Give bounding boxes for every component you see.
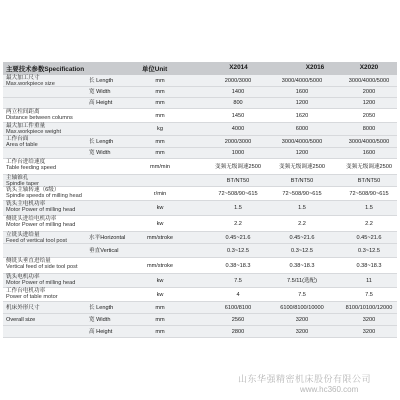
row-label-en: Area of table <box>6 142 38 148</box>
row-label-cn: 工作台面 <box>6 136 29 142</box>
row-value-x2014: 0.38~18.3 <box>225 263 251 269</box>
row-value-x2014: 4 <box>236 292 240 298</box>
table-row <box>3 258 397 274</box>
row-unit: mm <box>155 305 165 311</box>
row-value-x2016: 3200 <box>295 329 309 335</box>
row-value-x2014: 6100/8100 <box>224 305 252 311</box>
row-value-x2016: 1.5 <box>298 205 306 211</box>
row-label-cn: 两立柱间距离 <box>6 109 40 115</box>
row-sublabel: 高 Height <box>89 329 113 335</box>
table-row <box>3 244 397 258</box>
row-unit: kw <box>156 292 164 298</box>
row-value-x2020: 1600 <box>362 150 376 156</box>
row-unit: kg <box>157 126 163 132</box>
row-sublabel: 长 Length <box>89 139 114 145</box>
row-label-en: Feed of vertical tool post <box>6 238 67 244</box>
row-value-x2020: 2050 <box>362 113 376 119</box>
row-unit: mm <box>155 78 165 84</box>
row-value-x2014: 1450 <box>231 113 245 119</box>
row-value-x2014: 4000 <box>231 126 245 132</box>
table-row <box>3 159 397 175</box>
row-unit: mm <box>155 150 165 156</box>
row-unit: kw <box>156 221 164 227</box>
row-label-cn: 工作台进给速度 <box>6 159 46 165</box>
row-value-x2014: 2.2 <box>234 221 242 227</box>
row-sublabel: 长 Length <box>89 78 114 84</box>
row-sublabel: 宽 Width <box>89 150 111 156</box>
row-label-en: Power of table motor <box>6 294 58 300</box>
row-label-cn: 侧铣头垂直进给量 <box>6 258 51 264</box>
row-value-x2016: 3200 <box>295 317 309 323</box>
watermark-company: 山东华强精密机床股份有限公司 <box>238 374 372 384</box>
row-value-x2020: 变频无级调速2500 <box>345 164 392 170</box>
table-row <box>3 98 397 109</box>
row-value-x2016: 2.2 <box>298 221 306 227</box>
row-label-en: Motor Power of milling head <box>6 222 76 228</box>
row-sublabel: 宽 Width <box>89 89 111 95</box>
table-row <box>3 302 397 314</box>
row-label-cn: 主轴锥孔 <box>6 175 29 181</box>
row-value-x2014: 7.5 <box>234 278 242 284</box>
row-value-x2016: 1600 <box>295 89 309 95</box>
row-value-x2016: 1620 <box>295 113 309 119</box>
watermark-site: www.hc360.com <box>300 385 359 394</box>
row-value-x2020: 7.5 <box>365 292 373 298</box>
table-row <box>3 187 397 201</box>
row-value-x2020: 3000/4000/5000 <box>348 139 390 145</box>
row-value-x2016: 0.45~21.6 <box>289 235 315 241</box>
row-sublabel: 水平Horizontal <box>89 235 126 241</box>
header-model-2: X2016 <box>305 64 325 71</box>
row-value-x2020: 8000 <box>362 126 376 132</box>
row-value-x2020: 1.5 <box>365 205 373 211</box>
header-unit: 单位Unit <box>142 66 168 73</box>
row-unit: mm <box>155 317 165 323</box>
table-row <box>3 288 397 302</box>
row-label-cn: 侧铣头进给电机功率 <box>6 216 57 222</box>
row-unit: r/min <box>153 191 167 197</box>
row-unit: mm <box>155 100 165 106</box>
table-row <box>3 75 397 87</box>
row-label-cn: 立铣头进给量 <box>6 232 40 238</box>
row-sublabel: 高 Height <box>89 100 113 106</box>
table-row <box>3 175 397 187</box>
row-unit: mm <box>155 139 165 145</box>
table-header <box>3 62 397 75</box>
row-label-en: Motor Power of milling head <box>6 280 76 286</box>
row-value-x2014: BT/NT50 <box>226 178 250 184</box>
row-value-x2016: 变频无级调速2500 <box>278 164 325 170</box>
row-label-en: Spindle speeds of milling head <box>6 193 82 199</box>
row-value-x2020: 2000 <box>362 89 376 95</box>
row-value-x2020: 72~508/90~615 <box>349 191 389 197</box>
row-unit: kw <box>156 278 164 284</box>
row-value-x2014: 800 <box>233 100 243 106</box>
table-row <box>3 148 397 159</box>
row-label-en: Vertical feed of side tool post <box>6 264 78 270</box>
row-label-cn: 最大加工件重量 <box>6 123 46 129</box>
row-label-cn: 铣头电机功率 <box>6 274 40 280</box>
row-value-x2020: 2.2 <box>365 221 373 227</box>
row-value-x2014: 2800 <box>231 329 245 335</box>
row-value-x2020: 3200 <box>362 329 376 335</box>
table-row <box>3 109 397 123</box>
row-label-en: Max.workpiece weight <box>6 129 62 135</box>
row-label-cn: 铣头主电机功率 <box>6 201 46 207</box>
row-sublabel: 宽 Width <box>89 317 111 323</box>
table-row <box>3 326 397 338</box>
row-value-x2014: 2000/3000 <box>224 78 252 84</box>
row-value-x2020: 0.45~21.6 <box>356 235 382 241</box>
header-model-1: X2014 <box>229 64 248 71</box>
row-label-en: Motor Power of milling head <box>6 207 76 213</box>
row-value-x2014: 0.45~21.6 <box>225 235 251 241</box>
row-value-x2016: 0.3~12.5 <box>291 248 313 254</box>
row-value-x2020: 8100/10100/12000 <box>345 305 393 311</box>
row-sublabel: 垂直Vertical <box>89 248 119 254</box>
row-label-cn: 最大加工尺寸 <box>6 75 40 81</box>
row-value-x2014: 1.5 <box>234 205 242 211</box>
row-value-x2016: 1200 <box>295 100 309 106</box>
header-spec: 主要技术参数Specification <box>6 66 85 73</box>
row-value-x2016: 3000/4000/5000 <box>281 139 323 145</box>
table-row <box>3 123 397 136</box>
row-value-x2014: 变频无级调速2500 <box>214 164 261 170</box>
row-value-x2014: 1400 <box>231 89 245 95</box>
row-label-cn: 机床外形尺寸 <box>6 305 40 311</box>
row-label-cn: Overall size <box>6 317 36 323</box>
row-value-x2016: 7.5/11(选配) <box>286 278 318 284</box>
row-unit: mm/min <box>150 164 170 170</box>
row-label-cn: 工作台电机功率 <box>6 288 46 294</box>
row-value-x2014: 0.3~12.5 <box>227 248 249 254</box>
table-row <box>3 201 397 216</box>
row-value-x2014: 72~508/90~615 <box>218 191 258 197</box>
row-value-x2020: 11 <box>366 278 372 284</box>
row-value-x2020: 3200 <box>362 317 376 323</box>
row-unit: mm <box>155 113 165 119</box>
row-value-x2016: 6100/8100/10000 <box>280 305 324 311</box>
table-row <box>3 216 397 232</box>
row-value-x2016: 6000 <box>295 126 309 132</box>
row-value-x2014: 1000 <box>231 150 245 156</box>
row-value-x2020: 0.38~18.3 <box>356 263 382 269</box>
row-unit: mm <box>155 329 165 335</box>
row-unit: mm <box>155 89 165 95</box>
row-label-en: Max.workpiece size <box>6 81 55 87</box>
row-unit: mm/stroke <box>146 235 174 241</box>
row-value-x2020: 1200 <box>362 100 376 106</box>
header-model-3: X2020 <box>359 64 379 71</box>
row-value-x2016: 3000/4000/5000 <box>281 78 323 84</box>
row-unit: kw <box>156 205 164 211</box>
row-label-en: Distance between columns <box>6 115 73 121</box>
row-value-x2020: 0.3~12.5 <box>358 248 380 254</box>
row-sublabel: 长 Length <box>89 305 114 311</box>
row-label-en: Spindle taper <box>6 181 39 187</box>
row-value-x2020: BT/NT50 <box>357 178 381 184</box>
row-value-x2014: 2560 <box>231 317 245 323</box>
table-row <box>3 274 397 288</box>
table-row <box>3 87 397 98</box>
row-value-x2016: 72~508/90~615 <box>282 191 322 197</box>
table-row <box>3 314 397 326</box>
row-label-cn: 铣头主轴转速（6级） <box>6 187 60 193</box>
spec-sheet <box>3 62 397 400</box>
row-value-x2016: 7.5 <box>298 292 306 298</box>
table-row <box>3 232 397 244</box>
row-value-x2016: BT/NT50 <box>290 178 314 184</box>
table-row <box>3 136 397 148</box>
row-value-x2016: 0.38~18.3 <box>289 263 315 269</box>
row-unit: mm/stroke <box>146 263 174 269</box>
row-value-x2016: 1200 <box>295 150 309 156</box>
row-label-en: Table feeding speed <box>6 165 57 171</box>
row-value-x2020: 3000/4000/5000 <box>348 78 390 84</box>
row-value-x2014: 2000/3000 <box>224 139 252 145</box>
